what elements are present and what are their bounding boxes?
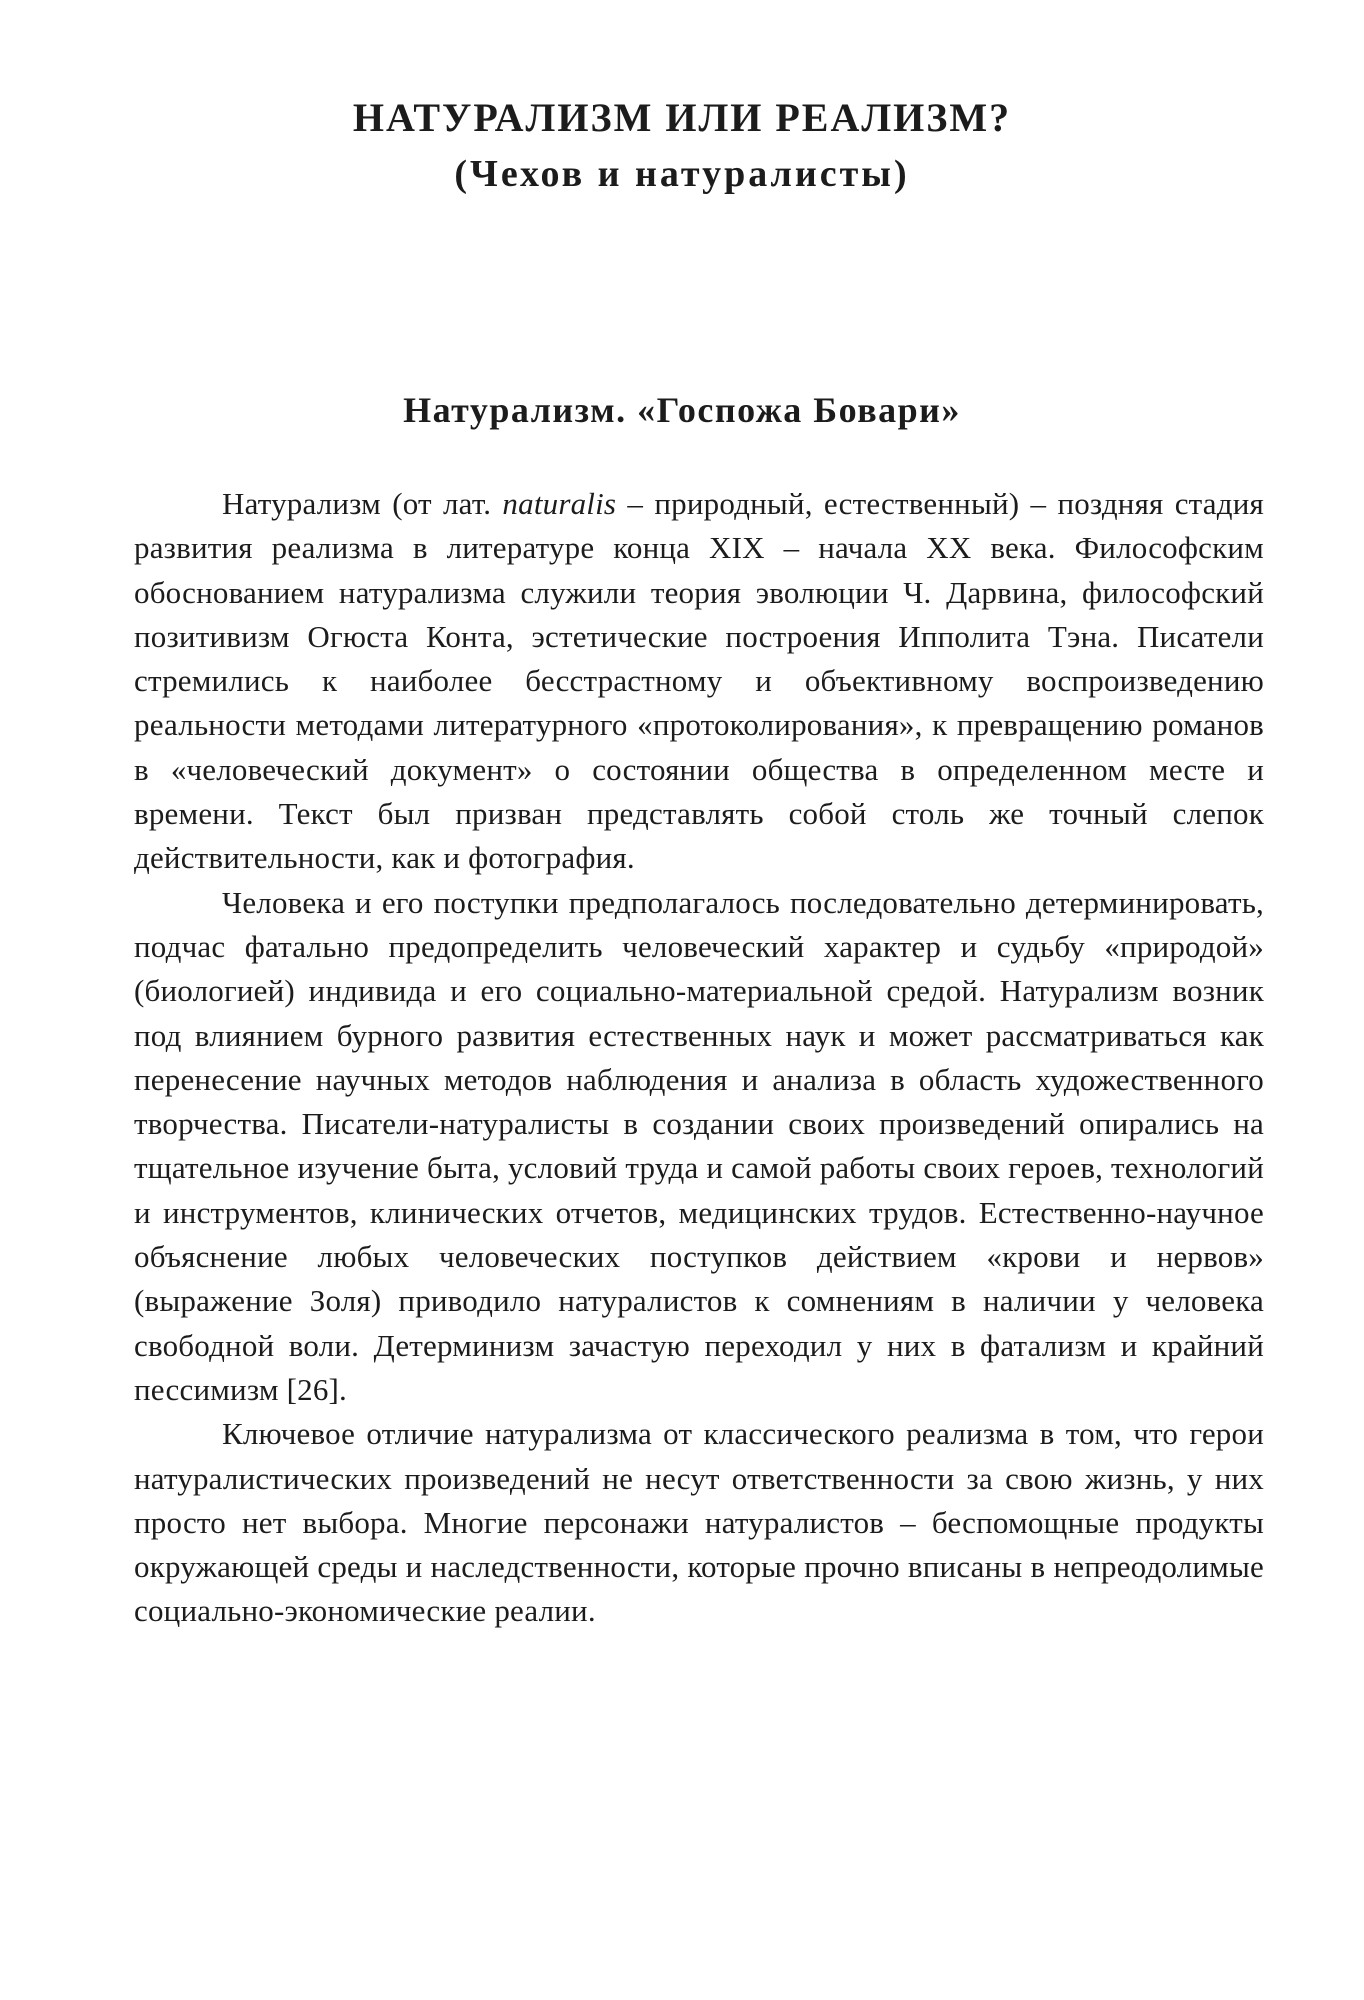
body-text xyxy=(134,482,1264,1634)
paragraph-3: Ключевое отличие натурализма от классического реализма в том, что герои натуралистических произведений не несут ответственности за свою жизнь, у них просто нет выбора. Многие персонажи натуралистов – беспомощные продукты окружающей среды и наследственности, которые прочно вписаны в непреодолимые социально-экономические реалии. xyxy=(134,1416,1264,1629)
section-title: Натурализм. «Госпожа Бовари» xyxy=(403,390,961,430)
latin-term: naturalis xyxy=(502,486,617,521)
paragraph-2: Человека и его поступки предполагалось последовательно детерминировать, подчас фатально предопределить человеческий характер и судьбу «природой» (биологией) индивида и его социально-материальной средой. Натурализм возник под влиянием бурного развития естественных наук и может рассматриваться как перенесение научных методов наблюдения и анализа в область художественного творчества. Писатели-натуралисты в создании своих произведений опирались на тщательное изучение быта, условий труда и самой работы своих героев, технологий и инструментов, клинических отчетов, медицинских трудов. Естественно-научное объяснение любых человеческих поступков действием «крови и нервов» (выражение Золя) приводило натуралистов к сомнениям в наличии у человека свободной воли. Детерминизм зачастую переходил у них в фатализм и крайний пессимизм [26]. xyxy=(134,884,1264,1407)
paragraph-1-lead: Натурализм (от лат. xyxy=(222,486,503,521)
chapter-subtitle: (Чехов и натуралисты) xyxy=(454,153,910,195)
chapter-title: НАТУРАЛИЗМ ИЛИ РЕАЛИЗМ? xyxy=(352,95,1012,140)
chapter-heading xyxy=(0,93,1364,199)
paragraph-1 xyxy=(134,482,1264,881)
paragraph-1-rest: – природный, естественный) – поздняя стадия развития реализма в литературе конца XIX – начала XX века. Философским обоснованием натурализма служили теория эволюции Ч. Дарвина, философский позитивизм Огюста Конта, эстетические построения Ипполита Тэна. Писатели стремились к наиболее бесстрастному и объективному воспроизведению реальности методами литературного «протоколирования», к превращению романов в «человеческий документ» о состоянии общества в определенном месте и времени. Текст был призван представлять собой столь же точный слепок действительности, как и фотография. xyxy=(134,486,1264,876)
